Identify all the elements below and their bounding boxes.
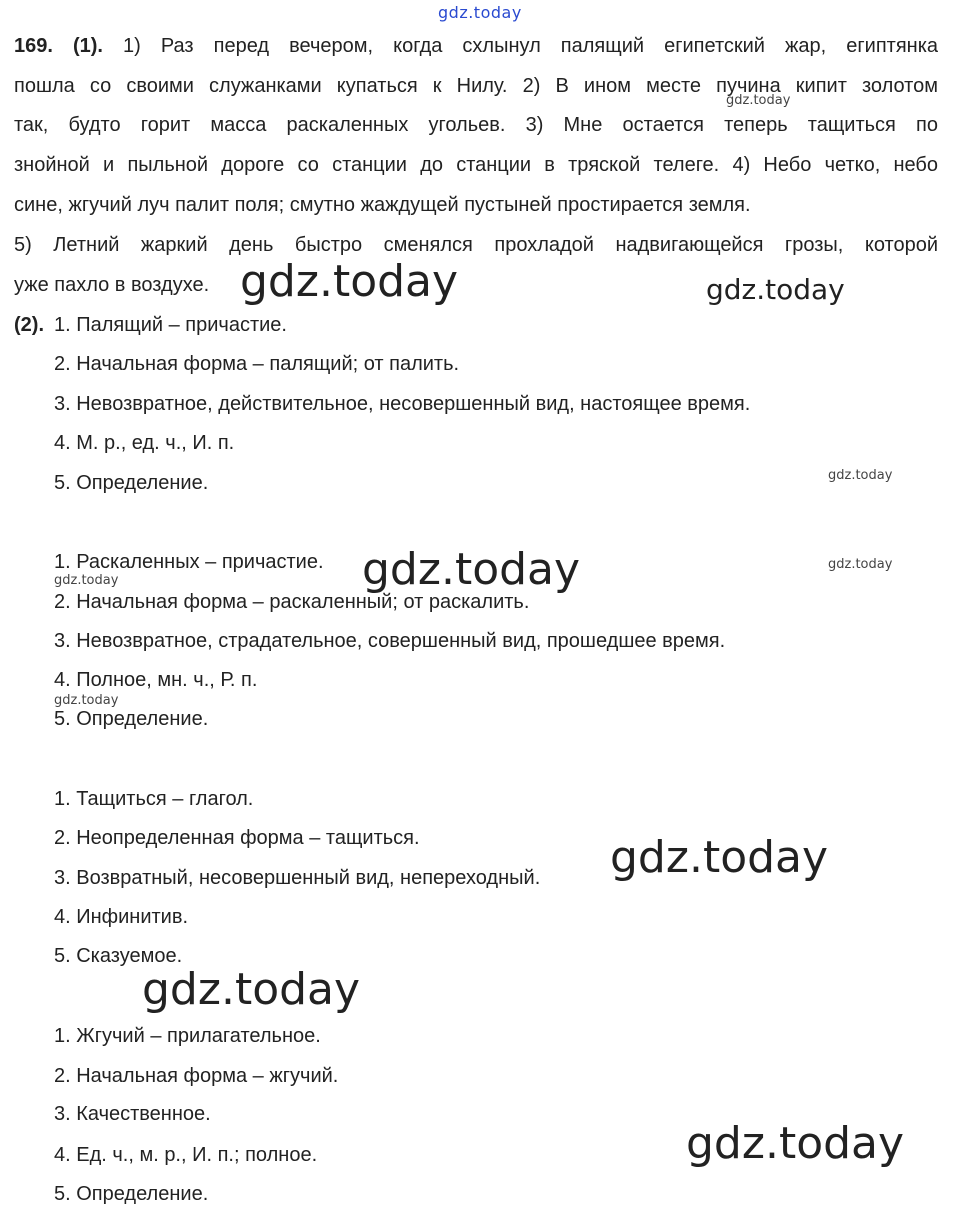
watermark-medium: gdz.today xyxy=(706,273,845,306)
watermark-large: gdz.today xyxy=(610,832,829,883)
analysis-line: 2. Неопределенная форма – тащиться. xyxy=(54,827,420,849)
task-paragraph-1 xyxy=(14,27,938,226)
paragraph-line: пошла со своими служанками купаться к Нилу. 2) В ином месте пучина кипит золотом xyxy=(14,74,938,97)
paragraph-line: знойной и пыльной дороге со станции до станции в тряской телеге. 4) Небо четко, небо xyxy=(14,154,938,177)
paragraph-line xyxy=(14,27,938,67)
watermark-small: gdz.today xyxy=(726,93,791,108)
paragraph-line: 5) Летний жаркий день быстро сменялся прохладой надвигающейся грозы, которой xyxy=(14,234,938,256)
watermark-small: gdz.today xyxy=(828,557,893,572)
task-number: 169. xyxy=(14,35,53,57)
analysis-line: 2. Начальная форма – раскаленный; от раскалить. xyxy=(54,591,530,613)
analysis-line: 3. Невозвратное, действительное, несовершенный вид, настоящее время. xyxy=(54,393,751,415)
part2-label-text: (2). xyxy=(14,314,44,336)
analysis-line: 3. Возвратный, несовершенный вид, непереходный. xyxy=(54,867,541,889)
watermark-small: gdz.today xyxy=(54,573,119,588)
paragraph-line: уже пахло в воздухе. xyxy=(14,273,210,296)
paragraph-line: сине, жгучий луч палит поля; смутно жаждущей пустыней простирается земля. xyxy=(14,193,751,216)
watermark-large: gdz.today xyxy=(686,1118,905,1169)
part2-label xyxy=(14,313,44,337)
analysis-line: 4. Полное, мн. ч., Р. п. xyxy=(54,669,258,691)
analysis-line: 1. Раскаленных – причастие. xyxy=(54,551,324,573)
part1-label: (1). xyxy=(72,35,103,57)
analysis-line: 2. Начальная форма – жгучий. xyxy=(54,1065,339,1087)
analysis-line: 4. Ед. ч., м. р., И. п.; полное. xyxy=(54,1144,318,1166)
watermark-large: gdz.today xyxy=(362,544,581,595)
analysis-line: 4. Инфинитив. xyxy=(54,906,189,928)
analysis-line: 3. Невозвратное, страдательное, совершенный вид, прошедшее время. xyxy=(54,630,726,652)
watermark-top: gdz.today xyxy=(438,3,522,22)
watermark-small: gdz.today xyxy=(54,693,119,708)
analysis-line: 5. Сказуемое. xyxy=(54,945,183,967)
watermark-large: gdz.today xyxy=(142,964,361,1015)
paragraph-line: так, будто горит масса раскаленных угольев. 3) Мне остается теперь тащиться по xyxy=(14,114,938,137)
analysis-line: 3. Качественное. xyxy=(54,1103,211,1125)
analysis-line: 1. Палящий – причастие. xyxy=(54,314,287,336)
analysis-line: 5. Определение. xyxy=(54,472,209,494)
analysis-line: 4. М. р., ед. ч., И. п. xyxy=(54,432,235,454)
watermark-large: gdz.today xyxy=(240,256,459,307)
watermark-small: gdz.today xyxy=(828,468,893,483)
analysis-line: 1. Тащиться – глагол. xyxy=(54,788,254,810)
analysis-line: 2. Начальная форма – палящий; от палить. xyxy=(54,353,460,375)
paragraph-line-text: 1) Раз перед вечером, когда схлынул палящий египетский жар, египтянка xyxy=(123,35,939,57)
analysis-line: 5. Определение. xyxy=(54,1183,209,1205)
analysis-line: 1. Жгучий – прилагательное. xyxy=(54,1025,321,1047)
analysis-line: 5. Определение. xyxy=(54,708,209,730)
